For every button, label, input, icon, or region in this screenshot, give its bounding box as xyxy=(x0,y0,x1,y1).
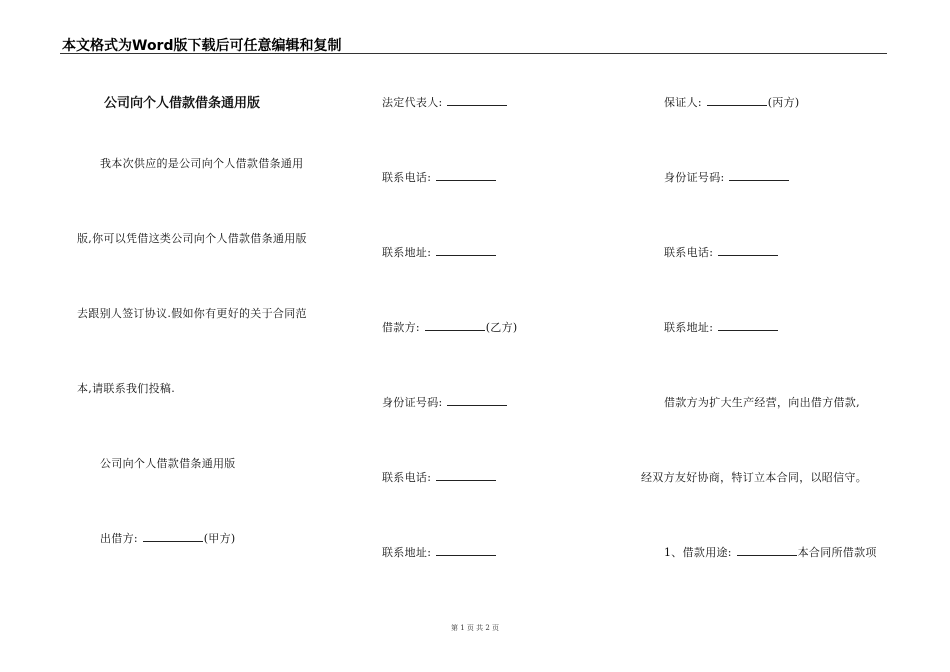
legal-rep-field xyxy=(382,94,508,110)
address-label-2: 联系地址: xyxy=(382,546,432,559)
borrower-id-field xyxy=(382,394,508,410)
header-divider xyxy=(60,53,887,54)
borrower-field xyxy=(382,319,518,335)
guarantor-id-field xyxy=(664,169,790,185)
legal-rep-label: 法定代表人: xyxy=(382,96,443,109)
guarantor-address-blank xyxy=(718,321,778,331)
contract-subtitle: 公司向个人借款借条通用版 xyxy=(100,457,236,470)
phone-field-1 xyxy=(382,169,497,185)
guarantor-address-field xyxy=(664,319,779,335)
guarantor-id-blank xyxy=(729,171,789,181)
page-number: 第 1 页 共 2 页 xyxy=(450,624,500,632)
guarantor-field xyxy=(664,94,800,110)
guarantor-phone-label: 联系电话: xyxy=(664,246,714,259)
guarantor-suffix: (丙方) xyxy=(767,96,800,109)
borrower-label: 借款方: xyxy=(382,321,420,334)
guarantor-phone-field xyxy=(664,244,779,260)
document-title: 公司向个人借款借条通用版 xyxy=(104,96,261,111)
document-header: 本文格式为Word版下载后可任意编辑和复制 xyxy=(62,38,342,54)
guarantor-id-label: 身份证号码: xyxy=(664,171,725,184)
phone-label-2: 联系电话: xyxy=(382,471,432,484)
clause-1-blank xyxy=(737,546,797,556)
borrower-id-label: 身份证号码: xyxy=(382,396,443,409)
borrower-blank xyxy=(425,321,485,331)
intro-line-4: 本,请联系我们投稿. xyxy=(77,382,175,395)
purpose-line-2: 经双方友好协商，特订立本合同，以昭信守。 xyxy=(641,471,867,484)
borrower-id-blank xyxy=(447,396,507,406)
phone-field-2 xyxy=(382,469,497,485)
address-blank-2 xyxy=(436,546,496,556)
guarantor-blank xyxy=(707,96,767,106)
phone-blank-1 xyxy=(436,171,496,181)
borrower-suffix: (乙方) xyxy=(485,321,518,334)
lender-field xyxy=(100,530,236,546)
clause-1-label: 1、借款用途: xyxy=(664,546,732,559)
phone-label-1: 联系电话: xyxy=(382,171,432,184)
lender-label: 出借方: xyxy=(100,532,138,545)
address-field-1 xyxy=(382,244,497,260)
clause-1-field xyxy=(664,544,877,560)
phone-blank-2 xyxy=(436,471,496,481)
guarantor-address-label: 联系地址: xyxy=(664,321,714,334)
address-field-2 xyxy=(382,544,497,560)
legal-rep-blank xyxy=(447,96,507,106)
address-label-1: 联系地址: xyxy=(382,246,432,259)
clause-1-suffix: 本合同所借款项 xyxy=(797,546,877,559)
intro-line-2: 版,你可以凭借这类公司向个人借款借条通用版 xyxy=(77,232,307,245)
lender-suffix: (甲方) xyxy=(203,532,236,545)
lender-blank xyxy=(143,532,203,542)
guarantor-phone-blank xyxy=(718,246,778,256)
guarantor-label: 保证人: xyxy=(664,96,702,109)
purpose-line-1: 借款方为扩大生产经营，向出借方借款, xyxy=(664,396,860,409)
intro-line-1: 我本次供应的是公司向个人借款借条通用 xyxy=(100,157,304,170)
intro-line-3: 去跟别人签订协议.假如你有更好的关于合同范 xyxy=(77,307,307,320)
address-blank-1 xyxy=(436,246,496,256)
